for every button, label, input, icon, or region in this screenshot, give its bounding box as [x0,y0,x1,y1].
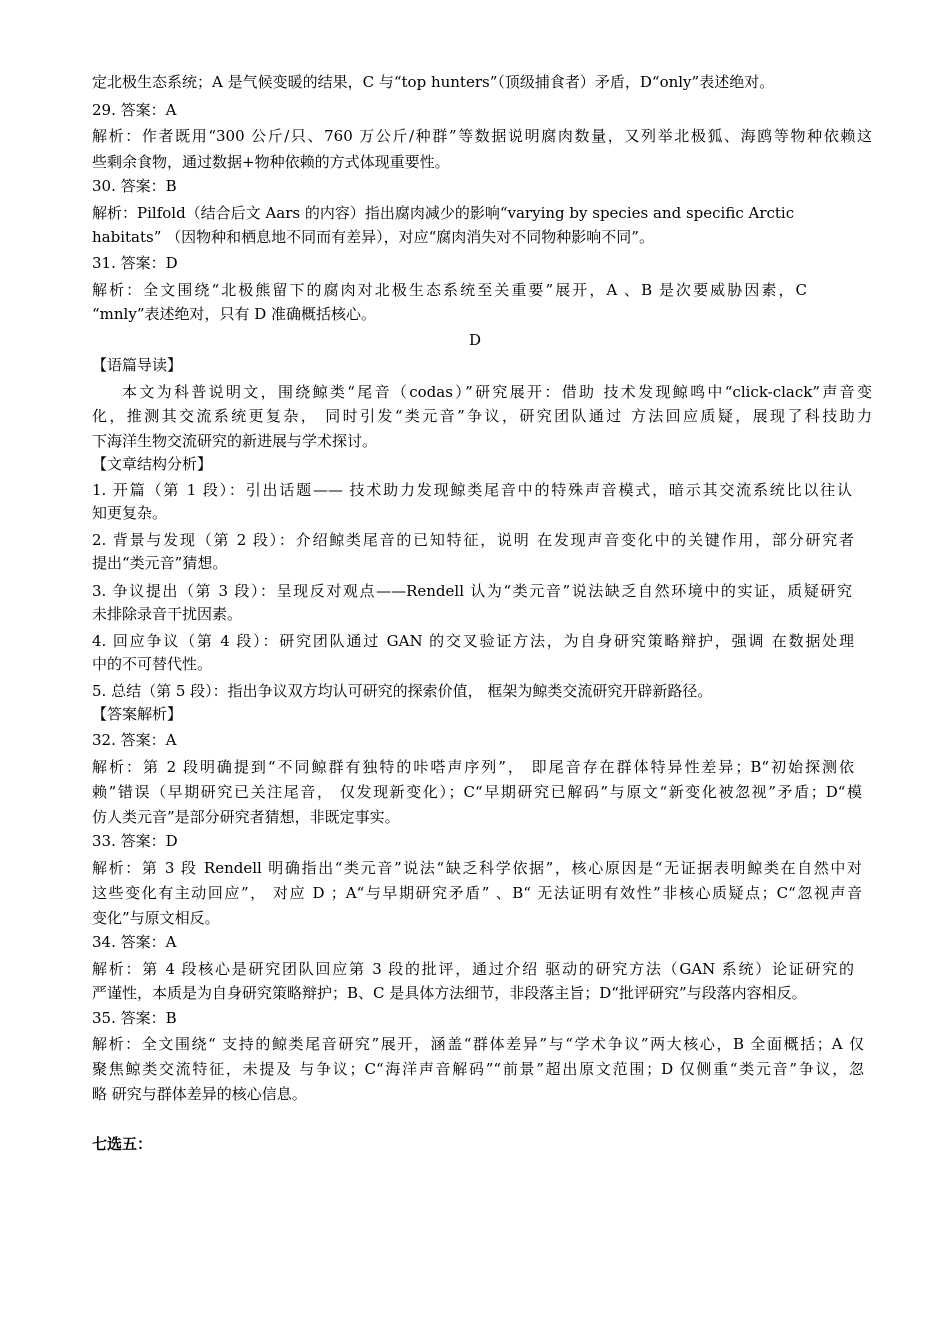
text-line: habitats” （因物种和栖息地不同而有差异），对应“腐肉消失对不同物种影响不同”。 [92,228,654,246]
text-line: 解析：全文围绕“ 支持的鲸类尾音研究”展开，涵盖“群体差异”与“学术争议”两大核心，B 全面概括；A 仅 [92,1035,864,1053]
text-line: 1. 开篇（第 1 段）：引出话题—— 技术助力发现鲸类尾音中的特殊声音模式，暗示其交流系统比以往认 [92,481,852,499]
text-line: 未排除录音干扰因素。 [92,605,243,623]
answer-line: 32. 答案：A [92,731,177,749]
answer-line: 34. 答案：A [92,933,177,951]
text-line: 解析：Pilfold（结合后文 Aars 的内容）指出腐肉减少的影响“varying by species and specific Arctic [92,204,795,222]
text-line: 5. 总结（第 5 段）：指出争议双方均认可研究的探索价值， 框架为鲸类交流研究开辟新路径。 [92,682,713,700]
answer-line: 31. 答案：D [92,254,178,272]
text-line: 些剩余食物，通过数据+物种依赖的方式体现重要性。 [92,153,450,171]
section-heading: 七选五： [92,1135,153,1153]
text-line: 解析：全文围绕“北极熊留下的腐肉对北极生态系统至关重要”展开，A 、B 是次要威胁因素，C [92,281,807,299]
text-line: 知更复杂。 [92,504,168,522]
text-line: 变化”与原文相反。 [92,909,220,927]
text-line: 仿人类元音”是部分研究者猜想，非既定事实。 [92,808,400,826]
text-line: 略 研究与群体差异的核心信息。 [92,1085,307,1103]
text-line: 赖”错误（早期研究已关注尾音， 仅发现新变化）；C“早期研究已解码”与原文“新变化被忽视”矛盾；D“模 [92,783,862,801]
text-line: 严谨性，本质是为自身研究策略辩护；B、C 是具体方法细节，非段落主旨；D“批评研究”与段落内容相反。 [92,984,807,1002]
answer-line: 30. 答案：B [92,177,177,195]
answer-line: 35. 答案：B [92,1009,177,1027]
text-line: 定北极生态系统；A 是气候变暖的结果，C 与“top hunters”（顶级捕食者）矛盾，D“only”表述绝对。 [92,73,775,91]
text-line: 解析：第 2 段明确提到“不同鲸群有独特的咔嗒声序列”， 即尾音存在群体特异性差异；B“初始探测依 [92,758,854,776]
text-line: “mnly”表述绝对，只有 D 准确概括核心。 [92,305,377,323]
answer-line: 29. 答案：A [92,101,177,119]
text-line: 解析：第 4 段核心是研究团队回应第 3 段的批评，通过介绍 驱动的研究方法（GAN 系统）论证研究的 [92,960,854,978]
text-line: 3. 争议提出（第 3 段）：呈现反对观点——Rendell 认为“类元音”说法缺乏自然环境中的实证，质疑研究 [92,582,852,600]
text-line: 2. 背景与发现（第 2 段）：介绍鲸类尾音的已知特征，说明 在发现声音变化中的关键作用，部分研究者 [92,531,854,549]
text-line: 解析：作者既用“300 公斤/只、760 万公斤/种群”等数据说明腐肉数量，又列举北极狐、海鸥等物种依赖这 [92,127,872,145]
answer-line: 33. 答案：D [92,832,178,850]
text-line: 提出“类元音”猜想。 [92,554,228,572]
text-line: 聚焦鲸类交流特征，未提及 与争议；C“海洋声音解码”“前景”超出原文范围；D 仅侧重“类元音”争议，忽 [92,1060,864,1078]
text-line: 这些变化有主动回应”， 对应 D ；A“与早期研究矛盾” 、B“ 无法证明有效性”非核心质疑点；C“忽视声音 [92,884,862,902]
section-heading: 【文章结构分析】 [92,455,213,473]
text-line: 解析：第 3 段 Rendell 明确指出“类元音”说法“缺乏科学依据”，核心原因是“无证据表明鲸类在自然中对 [92,859,862,877]
text-line: 下海洋生物交流研究的新进展与学术探讨。 [92,432,378,450]
section-heading: 【语篇导读】 [92,356,183,374]
text-line: 中的不可替代性。 [92,655,213,673]
text-line: 本文为科普说明文，围绕鲸类“尾音（codas）”研究展开：借助 技术发现鲸鸣中“click-clack”声音变 [122,383,872,401]
text-line: 4. 回应争议（第 4 段）：研究团队通过 GAN 的交叉验证方法，为自身研究策略辩护，强调 在数据处理 [92,632,854,650]
text-line: 化，推测其交流系统更复杂， 同时引发“类元音”争议，研究团队通过 方法回应质疑，展现了科技助力 [92,407,872,425]
section-letter: D [468,331,482,349]
section-heading: 【答案解析】 [92,705,183,723]
